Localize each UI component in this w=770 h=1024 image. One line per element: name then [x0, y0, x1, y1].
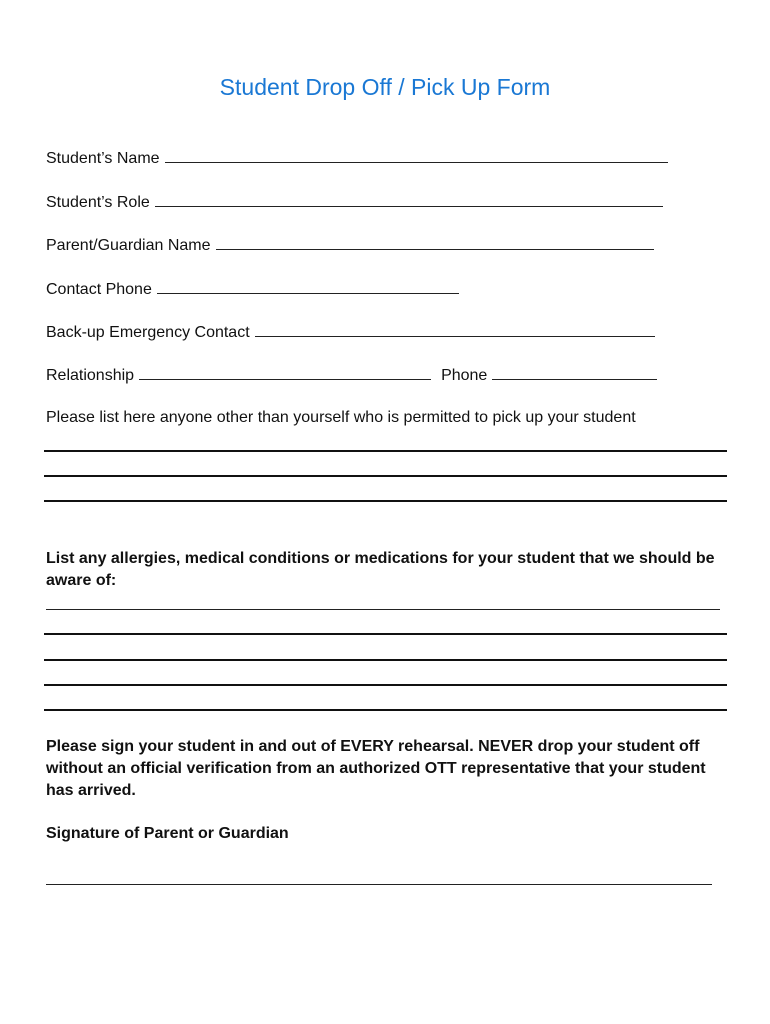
student-name-blank[interactable] — [165, 148, 668, 163]
allergies-line-2[interactable] — [44, 633, 727, 635]
form-title: Student Drop Off / Pick Up Form — [219, 74, 551, 100]
pickup-line-2[interactable] — [44, 475, 727, 477]
contact-phone-blank[interactable] — [157, 279, 459, 294]
student-role-blank[interactable] — [155, 192, 663, 207]
allergies-line-4[interactable] — [44, 684, 727, 686]
signature-label: Signature of Parent or Guardian — [46, 825, 289, 842]
backup-contact-row — [46, 322, 655, 342]
parent-name-row — [46, 235, 654, 255]
phone-blank[interactable] — [492, 365, 657, 380]
allergies-line-3[interactable] — [44, 659, 727, 661]
sign-in-notice: Please sign your student in and out of EVERY rehearsal. NEVER drop your student off without an official verification from an authorized OTT representative that your student has arrived. — [46, 738, 706, 799]
allergies-line-5[interactable] — [44, 709, 727, 711]
relationship-row — [46, 365, 657, 385]
allergies-prompt: List any allergies, medical conditions or medications for your student that we should be aware of: — [46, 550, 715, 589]
pickup-line-1[interactable] — [44, 450, 727, 452]
allergies-line-1[interactable] — [46, 609, 720, 610]
backup-contact-blank[interactable] — [255, 322, 655, 337]
student-role-label: Student’s Role — [46, 194, 150, 211]
phone-label: Phone — [441, 367, 488, 384]
contact-phone-row — [46, 279, 459, 299]
backup-contact-label: Back-up Emergency Contact — [46, 324, 250, 341]
parent-name-label: Parent/Guardian Name — [46, 237, 211, 254]
pickup-prompt: Please list here anyone other than yourself who is permitted to pick up your student — [46, 409, 636, 426]
pickup-line-3[interactable] — [44, 500, 727, 502]
relationship-blank[interactable] — [139, 365, 431, 380]
student-name-row — [46, 148, 668, 168]
student-name-label: Student’s Name — [46, 150, 160, 167]
signature-line[interactable] — [46, 884, 712, 885]
student-role-row — [46, 192, 663, 212]
relationship-label: Relationship — [46, 367, 135, 384]
contact-phone-label: Contact Phone — [46, 281, 152, 298]
parent-name-blank[interactable] — [216, 235, 654, 250]
